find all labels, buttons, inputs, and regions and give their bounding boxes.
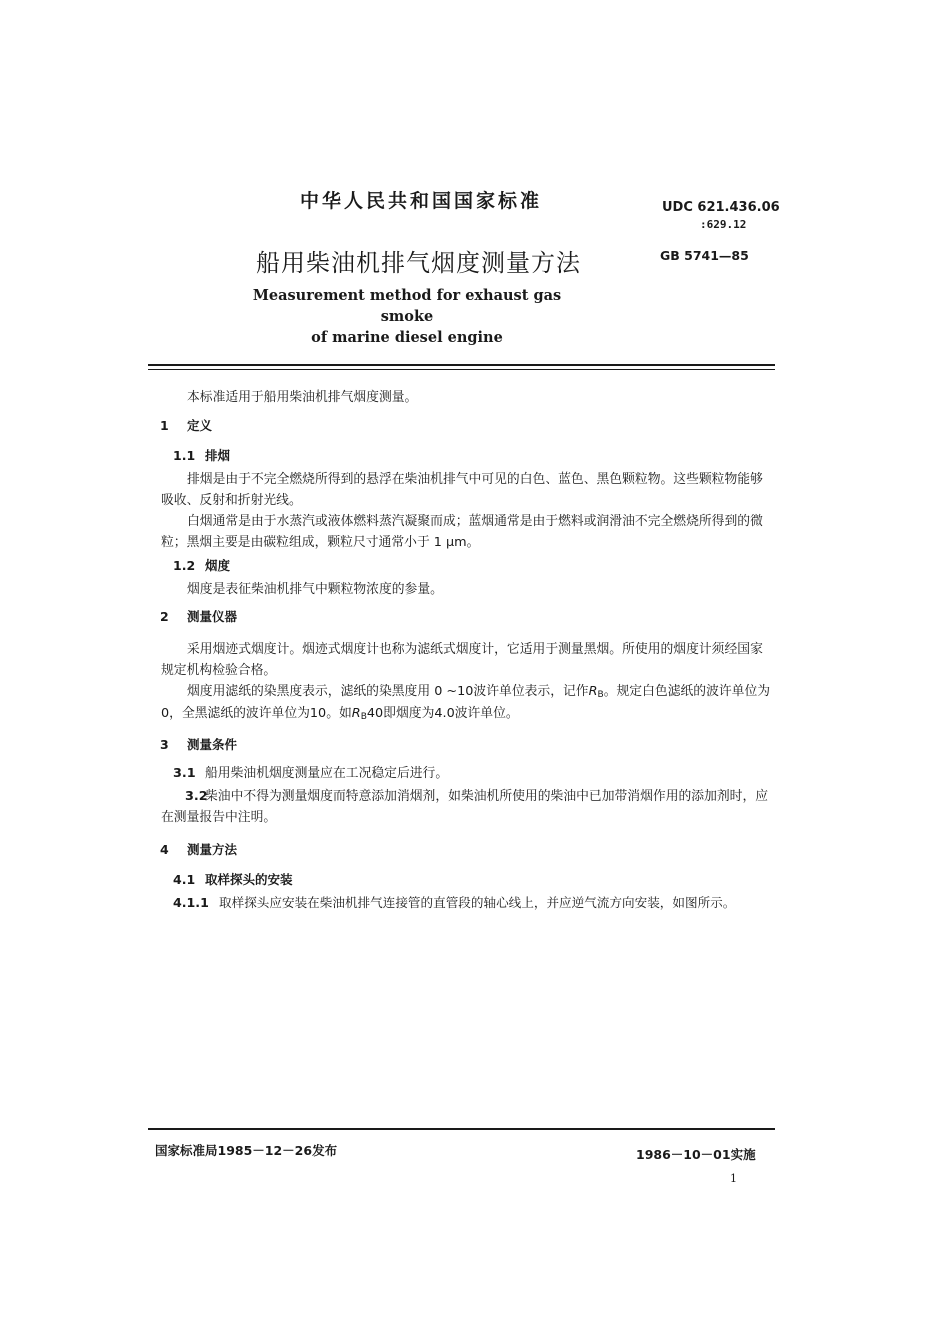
section-number: 4 (160, 842, 169, 857)
section-4-heading (160, 840, 237, 858)
header-divider-thin (148, 369, 775, 370)
section-number: 1.2 (173, 558, 196, 573)
section-text: 柴油中不得为测量烟度而特意添加消烟剂，如柴油机所使用的柴油中已加带消烟作用的添加剂时，应在测量报告中注明。 (161, 789, 769, 825)
section-1-1-heading (173, 446, 230, 464)
section-2-paragraph-2 (161, 682, 773, 725)
symbol-subscript-b: B (597, 690, 604, 700)
text-run: 40即烟度为4.0波许单位。 (366, 705, 519, 721)
section-title: 取样探头的安装 (205, 872, 293, 887)
document-title-cn: 船用柴油机排气烟度测量方法 (256, 249, 581, 277)
symbol-subscript-b: B (360, 711, 367, 722)
title-en-line2: of marine diesel engine (311, 329, 503, 346)
section-title: 测量条件 (187, 737, 238, 752)
section-number: 3.2 (185, 789, 208, 804)
section-2-paragraph-1: 采用烟迹式烟度计。烟迹式烟度计也称为滤纸式烟度计，它适用于测量黑烟。所使用的烟度计须经国家规定机构检验合格。 (161, 642, 763, 678)
footer-divider (148, 1128, 775, 1130)
symbol-r: R (351, 705, 361, 721)
section-title: 烟度 (205, 558, 231, 573)
udc-code: UDC 621.436.06 (662, 200, 780, 215)
section-1-1-paragraph-1: 排烟是由于不完全燃烧所得到的悬浮在柴油机排气中可见的白色、蓝色、黑色颗粒物。这些颗粒物能够吸收、反射和折射光线。 (161, 472, 763, 508)
intro-text: 本标准适用于船用柴油机排气烟度测量。 (187, 390, 418, 405)
national-standard-title: 中华人民共和国国家标准 (300, 190, 543, 212)
section-title: 定义 (187, 418, 213, 433)
section-1-heading (160, 416, 212, 434)
text-run: 烟度用滤纸的染黑度表示，滤纸的染黑度用 0 ~10波许单位表示，记作 (187, 684, 589, 699)
section-1-2-heading (173, 556, 230, 574)
section-number: 4.1.1 (173, 895, 209, 910)
section-4-1-heading (173, 870, 293, 888)
effective-date: 1986－10－01实施 (636, 1147, 756, 1162)
section-title: 测量仪器 (187, 609, 238, 624)
section-title: 排烟 (205, 448, 231, 463)
section-1-2-paragraph: 烟度是表征柴油机排气中颗粒物浓度的参量。 (187, 582, 443, 597)
section-4-1-1 (173, 892, 735, 911)
page-number: 1 (730, 1172, 737, 1185)
title-en-line1: Measurement method for exhaust gas smoke (252, 287, 562, 325)
section-3-1 (173, 764, 770, 785)
section-title: 测量方法 (187, 842, 238, 857)
text-run: 。规定白色滤纸的波许单位为 0，全黑滤纸的波许单位为10。如 (161, 684, 771, 721)
section-2-heading (160, 607, 237, 625)
section-text: 船用柴油机烟度测量应在工况稳定后进行。 (205, 766, 449, 781)
gb-code: GB 5741—85 (660, 248, 749, 263)
section-number: 4.1 (173, 872, 196, 887)
section-1-1-paragraph-2: 白烟通常是由于水蒸汽或液体燃料蒸汽凝聚而成；蓝烟通常是由于燃料或润滑油不完全燃烧所得到的微粒；黑烟主要是由碳粒组成，颗粒尺寸通常小于 1 μm。 (161, 514, 763, 550)
section-number: 3.1 (173, 766, 196, 781)
udc-sub-code: :629.12 (700, 218, 747, 231)
section-3-2 (161, 787, 773, 828)
symbol-r: R (588, 684, 598, 699)
section-number: 1 (160, 418, 169, 433)
section-number: 1.1 (173, 448, 196, 463)
section-3-heading (160, 735, 237, 753)
section-number: 2 (160, 609, 169, 624)
header-divider (148, 364, 775, 366)
issue-date: 国家标准局1985－12－26发布 (155, 1143, 338, 1158)
document-title-en (252, 285, 562, 348)
section-text: 取样探头应安装在柴油机排气连接管的直管段的轴心线上，并应逆气流方向安装，如图所示。 (219, 895, 736, 910)
section-number: 3 (160, 737, 169, 752)
